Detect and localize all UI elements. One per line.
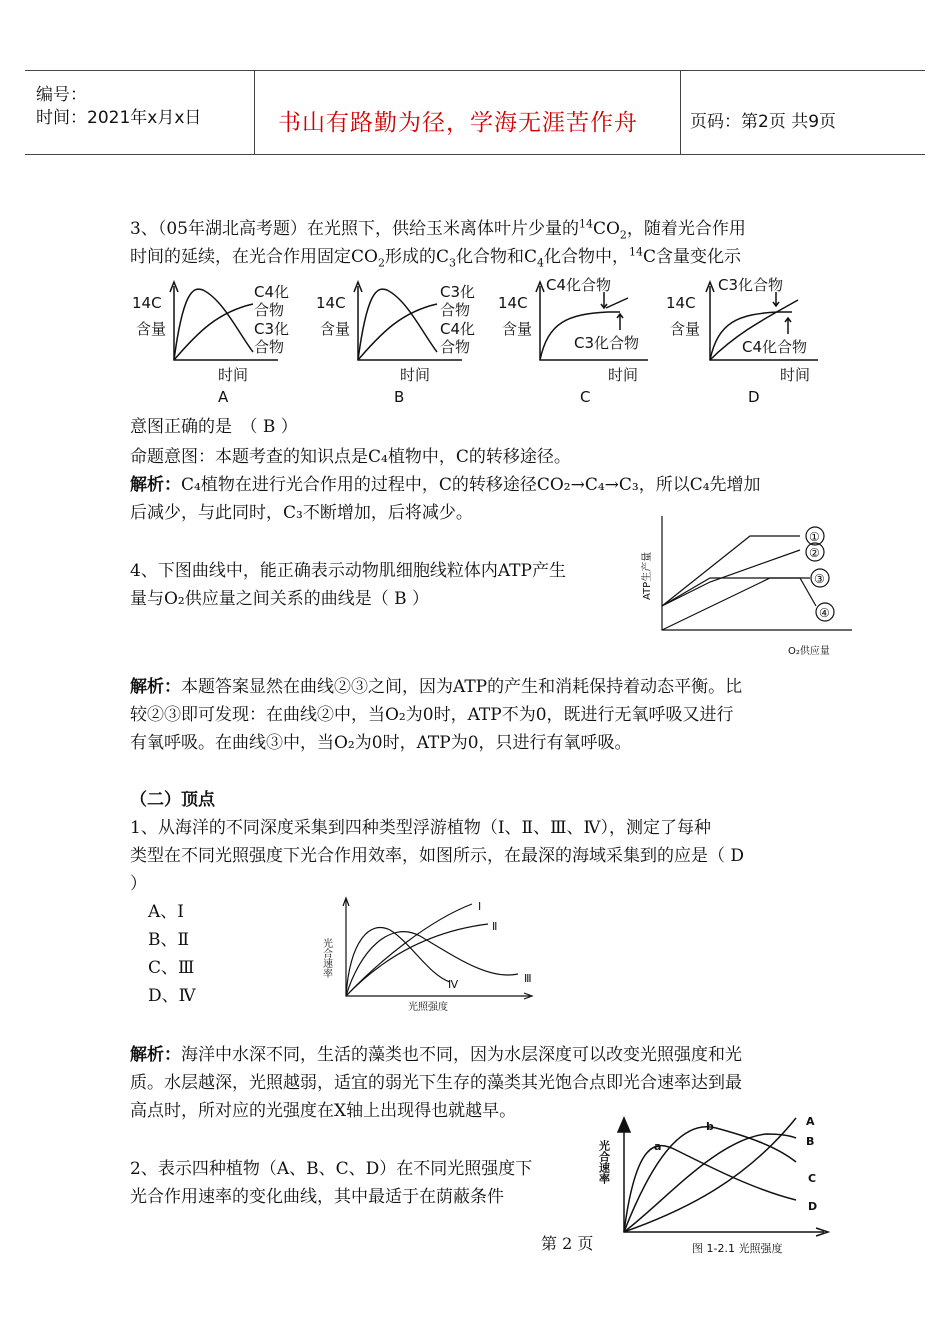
label-c3: C3化 (440, 283, 476, 301)
label-c3: C3化 (254, 320, 290, 338)
q4-line2: 量与O₂供应量之间关系的曲线是（ B ） (130, 589, 430, 609)
header-time-label: 时间：2021年x月x日 (36, 108, 202, 128)
y-label-atp: ATP生产量 (642, 551, 653, 600)
section-heading: （二）顶点 (130, 790, 215, 810)
y-label-content: 含量 (502, 320, 533, 338)
option-a: A、Ⅰ (148, 902, 184, 922)
s2-analysis-1: 解析：海洋中水深不同，生活的藻类也不同，因为水层深度可以改变光照强度和光 (130, 1045, 742, 1065)
label-c3-compound: C3化合物 (718, 276, 784, 294)
header-divider-right (680, 70, 681, 155)
y-label-14c: 14C (666, 294, 696, 312)
q4-analysis-3: 有氧呼吸。在曲线③中，当O₂为0时，ATP为0，只进行有氧呼吸。 (130, 733, 632, 753)
s2-chart1 (320, 890, 550, 1016)
curve-label-d: D (808, 1200, 818, 1213)
y-label-content: 含量 (670, 320, 701, 338)
y-label-14c: 14C (498, 294, 528, 312)
q3-panel-c (498, 276, 639, 406)
panel-label: C (580, 388, 591, 406)
s2-analysis-2: 质。水层越深，光照越弱，适宜的弱光下生存的藻类其光饱合点即光合速率达到最 (130, 1073, 742, 1093)
panel-label: D (748, 388, 760, 406)
label-wu: 合物 (254, 338, 285, 356)
curve-label-2: Ⅱ (492, 920, 498, 933)
y-label: 光合速率 (597, 1140, 611, 1184)
option-b: B、Ⅱ (148, 930, 190, 950)
y-label: 光合速率 (320, 938, 332, 978)
header-motto: 书山有路勤为径，学海无涯苦作舟 (278, 110, 638, 136)
curve-label-c: C (808, 1172, 817, 1185)
caption: 图 1-2.1 光照强度 (692, 1242, 783, 1255)
q3-line1: 3、（05年湖北高考题）在光照下，供给玉米离体叶片少量的$^{14}CO_2$，随着光合作用 (130, 217, 746, 242)
x-label: 光照强度 (408, 1002, 448, 1013)
curve-label-1: Ⅰ (478, 900, 482, 913)
label-c4: C4化 (440, 320, 476, 338)
curve-label-3: Ⅲ (524, 972, 532, 985)
s2-chart2 (596, 1110, 836, 1258)
x-label-time: 时间 (608, 366, 639, 384)
q4-analysis-1: 解析：本题答案显然在曲线②③之间，因为ATP的产生和消耗保持着动态平衡。比 (130, 677, 743, 697)
point-label-a: a (654, 1140, 662, 1153)
header-page-label: 页码：第2页 共9页 (690, 112, 837, 132)
q4-atp-chart (620, 512, 860, 662)
header-top-rule (25, 70, 925, 71)
q3-intent: 命题意图：本题考查的知识点是C₄植物中，C的转移途径。 (130, 447, 571, 467)
label-c4-compound: C4化合物 (546, 276, 612, 294)
label-wu: 合物 (440, 301, 471, 319)
y-label-content: 含量 (320, 320, 351, 338)
s2-q1-line3: ） (130, 874, 147, 894)
label-wu: 合物 (440, 338, 471, 356)
option-d: D、Ⅳ (148, 986, 196, 1006)
panel-label: A (218, 388, 229, 406)
curve-label-b: B (806, 1135, 815, 1148)
q3-analysis-2: 后减少，与此同时，C₃不断增加，后将减少。 (130, 503, 473, 523)
q3-analysis-1: 解析：C₄植物在进行光合作用的过程中，C的转移途径CO₂→C₄→C₃，所以C₄先增加 (130, 475, 761, 495)
header-number-label: 编号： (36, 85, 87, 105)
curve-label-2: ② (809, 546, 820, 560)
curve-label-1: ① (809, 530, 820, 544)
curve-label-a: A (806, 1115, 815, 1128)
q3-figures (128, 272, 848, 407)
s2-q1-line1: 1、从海洋的不同深度采集到四种类型浮游植物（Ⅰ、Ⅱ、Ⅲ、Ⅳ），测定了每种 (130, 818, 711, 838)
header-divider-left (254, 70, 255, 155)
curve-label-3: ③ (814, 572, 825, 586)
x-label-o2: O₂供应量 (788, 646, 830, 657)
s2-q2-line2: 光合作用速率的变化曲线，其中最适于在荫蔽条件 (130, 1187, 504, 1207)
y-label-14c: 14C (316, 294, 346, 312)
q3-panel-d (666, 276, 810, 406)
q3-line2: 时间的延续，在光合作用固定$CO_2$形成的$C_3$化合物和$C_4$化合物中，$^{14}$C含量变化示 (130, 245, 741, 270)
q4-line1: 4、下图曲线中，能正确表示动物肌细胞线粒体内ATP产生 (130, 561, 566, 581)
q4-analysis-2: 较②③即可发现：在曲线②中，当O₂为0时，ATP不为0，既进行无氧呼吸又进行 (130, 705, 734, 725)
x-label-time: 时间 (780, 366, 811, 384)
header-bottom-rule (25, 154, 925, 155)
option-c: C、Ⅲ (148, 958, 195, 978)
x-label-time: 时间 (400, 366, 431, 384)
y-label-14c: 14C (132, 294, 162, 312)
label-c4-compound: C4化合物 (742, 338, 808, 356)
label-c3-compound: C3化合物 (574, 334, 640, 352)
label-wu: 合物 (254, 301, 285, 319)
label-c4: C4化 (254, 283, 290, 301)
q3-panel-a (132, 283, 289, 406)
q3-panel-b (316, 283, 475, 406)
x-label-time: 时间 (218, 366, 249, 384)
y-label-content: 含量 (136, 320, 167, 338)
panel-label: B (394, 388, 405, 406)
q3-line3: 意图正确的是 （ B ） (130, 417, 298, 437)
point-label-b: b (706, 1120, 714, 1133)
curve-label-4: ④ (819, 606, 830, 620)
footer-page-number: 第 2 页 (541, 1234, 594, 1253)
s2-analysis-3: 高点时，所对应的光强度在X轴上出现得也就越早。 (130, 1101, 517, 1121)
s2-q1-line2: 类型在不同光照强度下光合作用效率，如图所示，在最深的海域采集到的应是（ D (130, 846, 745, 866)
curve-label-4: Ⅳ (448, 978, 459, 991)
s2-q2-line1: 2、表示四种植物（A、B、C、D）在不同光照强度下 (130, 1159, 533, 1179)
